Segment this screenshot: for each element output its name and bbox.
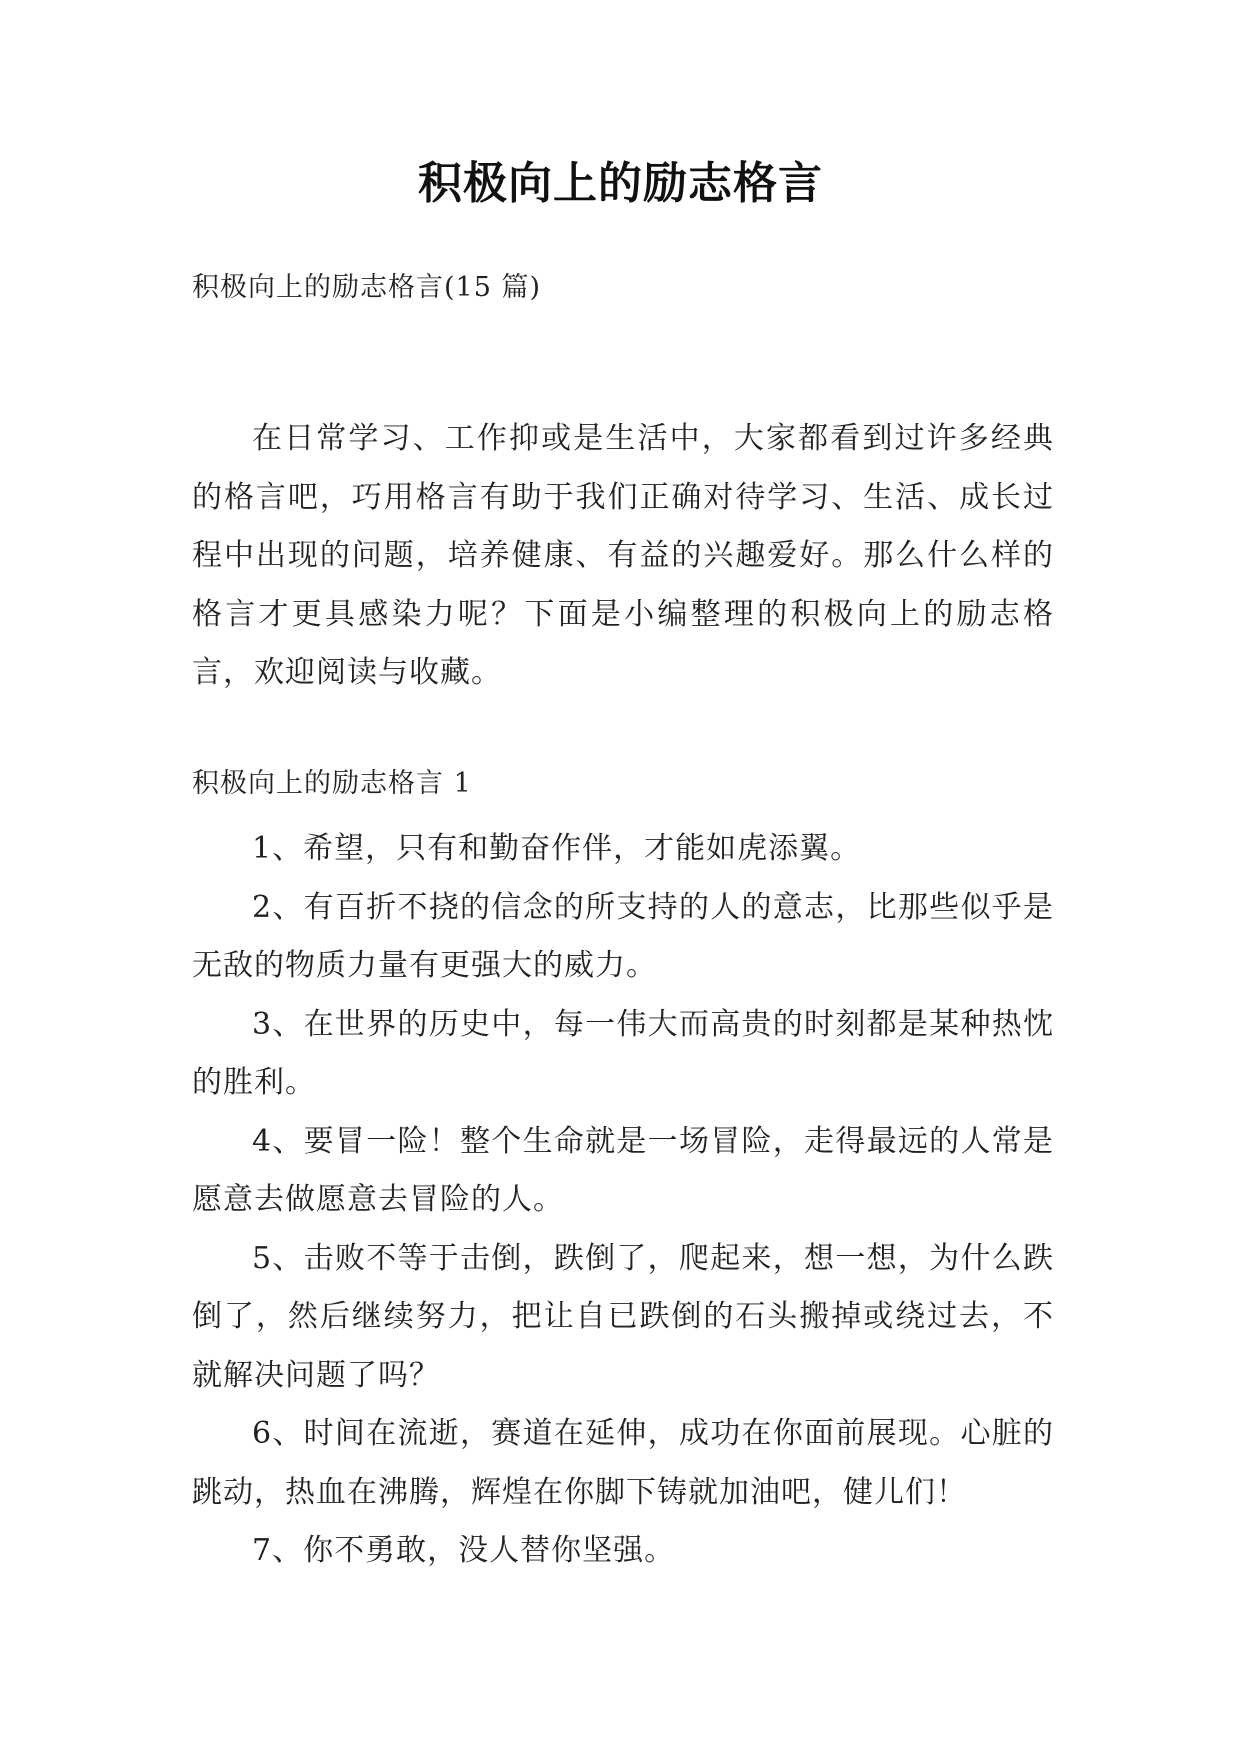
quote-item: 3、在世界的历史中，每一伟大而高贵的时刻都是某种热忱的胜利。	[192, 1006, 1054, 1100]
quote-item: 5、击败不等于击倒，跌倒了，爬起来，想一想，为什么跌倒了，然后继续努力，把让自已跌倒的石头搬掉或绕过去，不就解决问题了吗？	[192, 1240, 1054, 1393]
document-title: 积极向上的励志格言	[418, 158, 823, 209]
quote-item: 6、时间在流逝，赛道在延伸，成功在你面前展现。心脏的跳动，热血在沸腾，辉煌在你脚下铸就加油吧，健儿们！	[192, 1416, 1054, 1510]
quote-list	[192, 820, 1054, 1581]
document-subtitle: 积极向上的励志格言(15 篇)	[192, 272, 542, 303]
quote-item: 4、要冒一险！整个生命就是一场冒险，走得最远的人常是愿意去做愿意去冒险的人。	[192, 1123, 1054, 1217]
quote-item: 7、你不勇敢，没人替你坚强。	[252, 1533, 676, 1568]
quote-item: 2、有百折不挠的信念的所支持的人的意志，比那些似乎是无敌的物质力量有更强大的威力。	[192, 889, 1054, 983]
section-heading: 积极向上的励志格言 1	[192, 768, 472, 799]
quote-item: 1、希望，只有和勤奋作伴，才能如虎添翼。	[252, 831, 862, 866]
intro-paragraph: 在日常学习、工作抑或是生活中，大家都看到过许多经典的格言吧，巧用格言有助于我们正确对待学习、生活、成长过程中出现的问题，培养健康、有益的兴趣爱好。那么什么样的格言才更具感染力呢？下面是小编整理的积极向上的励志格言，欢迎阅读与收藏。	[192, 421, 1054, 690]
